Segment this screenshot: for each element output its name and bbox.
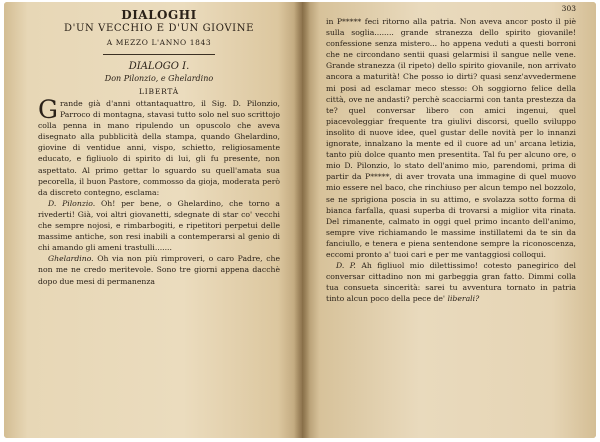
book-gutter (294, 2, 310, 438)
drop-cap: G (38, 95, 58, 124)
reply-italic-word: liberali? (447, 294, 480, 304)
title-divider (103, 54, 214, 55)
book-title: DIALOGHI (121, 8, 197, 22)
opening-text: rande già d'anni ottantaquattro, il Sig. D. Pilonzio, Parroco di montagna, stavasi tutto solo nel suo scrittojo colla penna in mano ripulendo un opuscolo che aveva disegnato alla pubblicità della stampa, quando Ghelardino, giovine di ventidue anni, vispo, schietto, religiosamente educato, e figliuolo di spirito di lui, gli fu presente, non aspettato. Al primo gettar lo sguardo su quell'amata sua pecorella, il buon Pastore, commosso da gioja, moderata però da discreto contegno, esclama: (38, 99, 280, 197)
continuation-paragraph: in P***** feci ritorno alla patria. Non aveva ancor posto il piè sulla soglia........ grande stranezza dello spirito giovanile! confessione senza mistero... ho appena veduti a questi borroni che ne circondano sentii quasi gelarmisi il sangue nelle vene. Grande stranezza (il ripeto) dello spirito giovanile, non arrivato ancora a maturità! Che posso io dirti? quasi senz'avvedermene mi posi ad esclamar meco stesso: Oh soggiorno felice della città, ove ne andasti? perchè scacciarmi con tanta prestezza da te? quel conversar libero con amici ingenui, quel piacevoleggiar frequente tra giulivi discorsi, quello sviluppo insolito di nuove idee, quel gustar delle novità per lo innanzi ignorate, innalzano la mente ed il cuore ad un' arcana letizia, tanto più dolce quanto men presentita. Tal fu per alcuno ore, o mio D. Pilonzio, lo stato dell'animo mio, parendomi, prima di partir da P*****, di aver trovata una immagine di quel muovo mio essere nel baco, che rinchiuso per alcun tempo nel bozzolo, se ne sprigiona poscia in su attimo, e svolazza sotto forma di bianca farfalla, quasi superba di trovarsi a miglior vita rinata. Del rimanente, calmato in oggi quel primo incanto dell'animo, sempre vive richiamando le massime instillatemi da te sin da fanciullo, e tenera e piena sentendone sempre la riconoscenza, eccomi pronto a' tuoi cari e per me vantaggiosi colloqui. (326, 17, 576, 259)
book-spread (4, 2, 596, 438)
ghelardino-paragraph (38, 253, 280, 286)
dialogue-title: DIALOGO I. (128, 61, 190, 72)
dialogue-persons: Don Pilonzio, e Ghelardino (104, 74, 214, 83)
pilonzio-text: Oh! per bene, o Ghelardino, che torno a rivederti! Già, voi altri giovanetti, sdegnate di star co' vecchi che sempre nojosi, e rimbarbogiti, e ripetitori perpetui delle massime antiche, son resi inabili a contemperarsi al genio di chi amando gli ameni trastulli....... (38, 198, 280, 253)
book-subtitle: D'UN VECCHIO E D'UN GIOVINE (64, 23, 254, 34)
speaker-dp: D. P. (336, 261, 356, 271)
book-date: A MEZZO L'ANNO 1843 (106, 38, 212, 47)
section-heading: LIBERTÀ (138, 87, 180, 96)
ghelardino-text: Oh via non più rimproveri, o caro Padre, che non me ne credo meritevole. Sono tre giorni appena dacchè dopo due mesi di permanenza (38, 254, 280, 286)
opening-paragraph (38, 95, 280, 198)
reply-text: Ah figliuol mio dilettissimo! cotesto panegirico del conversar cittadino non mi garbeggia gran fatto. Dimmi colla tua consueta sincerità: sarei tu avventura tornato in patria tinto alcun poco della pece de' (326, 261, 576, 304)
speaker-ghelardino: Ghelardino. (48, 254, 94, 264)
reply-paragraph (326, 260, 576, 304)
left-page (4, 2, 302, 438)
speaker-pilonzio: D. Pilonzio. (48, 198, 96, 208)
right-page (302, 2, 596, 438)
page-number: 303 (561, 4, 576, 13)
pilonzio-paragraph (38, 198, 280, 253)
